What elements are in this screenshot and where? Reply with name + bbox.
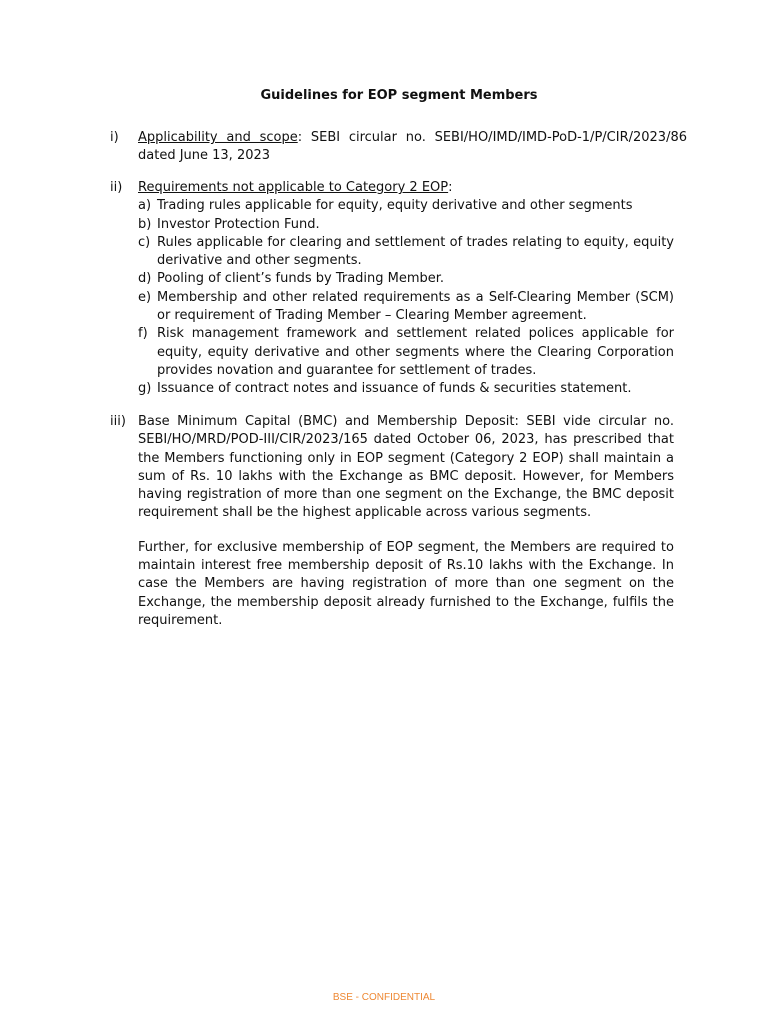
sub-item-text: Rules applicable for clearing and settlement of trades relating to equity, equity derivative and other segments. (157, 234, 674, 269)
item-heading-line (138, 179, 674, 197)
paragraph: Further, for exclusive membership of EOP segment, the Members are required to maintain interest free membership deposit of Rs.10 lakhs with the Exchange. In case the Members are having registration of more than one segment on the Exchange, the membership deposit already furnished to the Exchange, fulfils the requirement. (138, 539, 674, 628)
sub-item-c (138, 234, 674, 271)
item-text: : SEBI circular no. SEBI/HO/IMD/IMD-PoD-1/P/CIR/2023/86 dated June 13, 2023 (138, 130, 687, 164)
item-number: ii) (110, 180, 123, 195)
sub-item-text: Pooling of client’s funds by Trading Member. (157, 271, 445, 287)
document-title: Guidelines for EOP segment Members (260, 88, 538, 103)
item-text: : (448, 180, 453, 195)
item-number: iii) (110, 414, 126, 429)
sub-item-text: Risk management framework and settlement related polices applicable for equity, equity derivative and other segments where the Clearing Corporation provides novation and guarantee for settlement of trades. (157, 326, 674, 378)
item-heading: Requirements not applicable to Category 2 EOP (138, 180, 449, 195)
sub-item-letter: g) (138, 381, 152, 397)
sub-item-d (138, 270, 674, 288)
sub-item-f (138, 325, 674, 380)
item-heading: Applicability and scope (138, 130, 298, 145)
sub-item-b (138, 216, 674, 234)
item-body (138, 413, 674, 630)
paragraph: Base Minimum Capital (BMC) and Membership Deposit: SEBI vide circular no. SEBI/HO/MRD/POD-III/CIR/2023/165 dated October 06, 2023, has prescribed that the Members functioning only in EOP segment (Category 2 EOP) shall maintain a sum of Rs. 10 lakhs with the Exchange as BMC deposit. However, for Members having registration of more than one segment on the Exchange, the BMC deposit requirement shall be the highest applicable across various segments. (138, 414, 674, 521)
sub-item-text: Issuance of contract notes and issuance of funds & securities statement. (157, 381, 632, 397)
sub-item-letter: f) (138, 326, 148, 342)
sub-item-letter: d) (138, 271, 152, 287)
sub-item-letter: a) (138, 198, 152, 214)
sub-item-e (138, 289, 674, 326)
item-number: i) (110, 130, 119, 145)
confidentiality-footer: BSE - CONFIDENTIAL (332, 992, 436, 1003)
sub-item-text: Trading rules applicable for equity, equity derivative and other segments (157, 198, 633, 214)
sub-item-letter: e) (138, 289, 152, 305)
sub-item-letter: b) (138, 216, 152, 232)
item-body (138, 129, 687, 166)
sub-item-letter: c) (138, 234, 151, 250)
item-body (138, 179, 674, 399)
sub-item-a (138, 197, 674, 215)
sub-item-text: Membership and other related requirements as a Self-Clearing Member (SCM) or requirement of Trading Member – Clearing Member agreement. (157, 289, 674, 324)
sub-item-g (138, 380, 674, 398)
sub-item-text: Investor Protection Fund. (157, 216, 320, 232)
